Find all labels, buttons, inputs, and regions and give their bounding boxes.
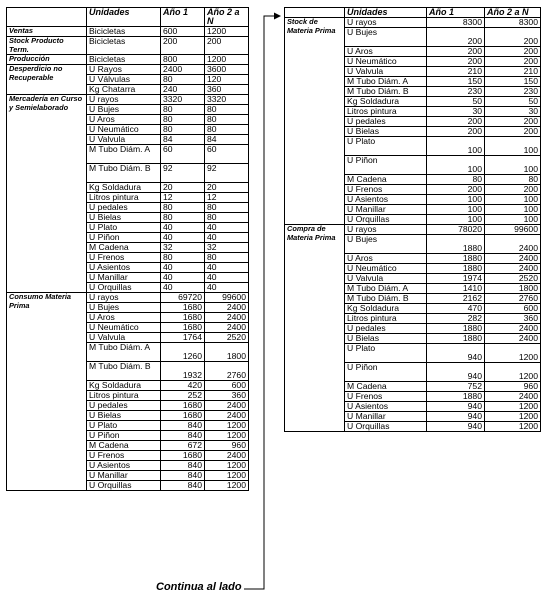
cell-unidad: U Bujes [345, 28, 427, 47]
cell-ano-1: 1680 [161, 401, 205, 411]
cell-ano-2: 2400 [485, 235, 541, 254]
cell-ano-2: 2400 [485, 334, 541, 344]
cell-unidad: U Piñon [87, 233, 161, 243]
cell-ano-1: 2162 [427, 294, 485, 304]
cell-ano-1: 80 [161, 115, 205, 125]
cell-ano-1: 1680 [161, 303, 205, 313]
cell-ano-2: 1800 [485, 284, 541, 294]
cell-unidad: U Plato [87, 421, 161, 431]
cell-unidad: M Tubo Diám. A [345, 284, 427, 294]
cell-ano-2: 40 [205, 233, 249, 243]
cell-ano-1: 200 [427, 28, 485, 47]
cell-ano-2: 2400 [205, 303, 249, 313]
cell-ano-1: 1880 [427, 392, 485, 402]
cell-ano-2: 80 [205, 203, 249, 213]
cell-ano-2: 360 [205, 85, 249, 95]
cell-ano-1: 940 [427, 344, 485, 363]
cell-ano-1: 230 [427, 87, 485, 97]
cell-ano-2: 2520 [205, 333, 249, 343]
cell-unidad: U Manillar [87, 471, 161, 481]
cell-unidad: M Tubo Diám. B [345, 294, 427, 304]
cell-ano-2: 200 [485, 47, 541, 57]
cell-ano-2: 80 [205, 253, 249, 263]
cell-ano-1: 30 [427, 107, 485, 117]
cell-ano-1: 752 [427, 382, 485, 392]
cell-unidad: Kg Soldadura [345, 97, 427, 107]
cell-ano-2: 32 [205, 243, 249, 253]
cell-ano-2: 1200 [205, 471, 249, 481]
cell-ano-1: 40 [161, 233, 205, 243]
cell-ano-1: 3320 [161, 95, 205, 105]
cell-unidad: U Valvula [345, 274, 427, 284]
header-ano-2-a-n: Año 2 a N [485, 8, 541, 18]
cell-ano-1: 840 [161, 461, 205, 471]
cell-ano-2: 3600 [205, 65, 249, 75]
cell-unidad: Litros pintura [345, 314, 427, 324]
cell-ano-2: 100 [485, 156, 541, 175]
cell-ano-1: 470 [427, 304, 485, 314]
cell-unidad: U Plato [87, 223, 161, 233]
cell-ano-2: 600 [485, 304, 541, 314]
cell-ano-2: 100 [485, 195, 541, 205]
cell-ano-2: 2400 [485, 392, 541, 402]
cell-unidad: U Bielas [87, 411, 161, 421]
cell-ano-2: 1200 [205, 481, 249, 491]
cell-ano-2: 1200 [205, 461, 249, 471]
cell-unidad: U Bujes [345, 235, 427, 254]
cell-unidad: U Manillar [87, 273, 161, 283]
cell-ano-1: 80 [161, 253, 205, 263]
cell-unidad: U Bielas [345, 334, 427, 344]
cell-ano-2: 1800 [205, 343, 249, 362]
cell-ano-2: 60 [205, 145, 249, 164]
cell-unidad: Kg Chatarra [87, 85, 161, 95]
cell-unidad: U rayos [87, 293, 161, 303]
cell-ano-1: 200 [427, 185, 485, 195]
cell-ano-1: 1410 [427, 284, 485, 294]
section-label: Stock Producto Term. [7, 37, 87, 55]
cell-unidad: U Orquillas [87, 283, 161, 293]
cell-unidad: M Tubo Diám. A [345, 77, 427, 87]
cell-ano-2: 80 [205, 105, 249, 115]
cell-ano-2: 1200 [205, 421, 249, 431]
header-ano-1: Año 1 [161, 8, 205, 27]
cell-ano-1: 940 [427, 412, 485, 422]
cell-ano-1: 282 [427, 314, 485, 324]
cell-unidad: U Neumático [345, 57, 427, 67]
cell-unidad: U Manillar [345, 205, 427, 215]
cell-unidad: M Cadena [87, 243, 161, 253]
cell-unidad: U Piñon [345, 363, 427, 382]
cell-unidad: U Manillar [345, 412, 427, 422]
cell-ano-1: 200 [427, 127, 485, 137]
cell-ano-2: 2520 [485, 274, 541, 284]
cell-ano-1: 1880 [427, 334, 485, 344]
cell-ano-2: 960 [205, 441, 249, 451]
cell-ano-1: 1680 [161, 313, 205, 323]
cell-ano-1: 100 [427, 215, 485, 225]
cell-ano-2: 960 [485, 382, 541, 392]
section-label: Ventas [7, 27, 87, 37]
cell-unidad: U Frenos [345, 185, 427, 195]
cell-ano-1: 210 [427, 67, 485, 77]
cell-ano-1: 672 [161, 441, 205, 451]
cell-unidad: U Valvula [87, 333, 161, 343]
cell-ano-2: 92 [205, 164, 249, 183]
cell-ano-1: 1680 [161, 323, 205, 333]
cell-ano-2: 200 [485, 57, 541, 67]
cell-unidad: U pedales [87, 401, 161, 411]
cell-ano-2: 40 [205, 273, 249, 283]
cell-ano-1: 150 [427, 77, 485, 87]
cell-ano-2: 360 [485, 314, 541, 324]
cell-unidad: Kg Soldadura [345, 304, 427, 314]
cell-unidad: Kg Soldadura [87, 183, 161, 193]
cell-ano-1: 1880 [427, 324, 485, 334]
section-label: Producción [7, 55, 87, 65]
cell-ano-2: 3320 [205, 95, 249, 105]
cell-unidad: U pedales [345, 117, 427, 127]
cell-ano-2: 200 [205, 37, 249, 55]
cell-unidad: M Tubo Diám. A [87, 145, 161, 164]
cell-ano-2: 80 [485, 175, 541, 185]
cell-ano-1: 600 [161, 27, 205, 37]
cell-ano-1: 1680 [161, 411, 205, 421]
cell-ano-2: 200 [485, 127, 541, 137]
cell-ano-1: 92 [161, 164, 205, 183]
cell-ano-1: 940 [427, 402, 485, 412]
cell-ano-1: 69720 [161, 293, 205, 303]
cell-unidad: U Frenos [87, 451, 161, 461]
cell-unidad: U Frenos [87, 253, 161, 263]
cell-unidad: Bicicletas [87, 27, 161, 37]
cell-ano-1: 200 [161, 37, 205, 55]
cell-ano-2: 1200 [485, 344, 541, 363]
cell-unidad: U Valvula [87, 135, 161, 145]
cell-unidad: U rayos [345, 18, 427, 28]
cell-ano-2: 1200 [205, 55, 249, 65]
cell-unidad: U Asientos [345, 402, 427, 412]
cell-unidad: U pedales [87, 203, 161, 213]
cell-unidad: Litros pintura [345, 107, 427, 117]
cell-ano-2: 360 [205, 391, 249, 401]
cell-ano-2: 80 [205, 115, 249, 125]
cell-unidad: Litros pintura [87, 391, 161, 401]
cell-ano-1: 1880 [427, 235, 485, 254]
cell-ano-2: 50 [485, 97, 541, 107]
cell-unidad: U Valvula [345, 67, 427, 77]
cell-ano-1: 100 [427, 137, 485, 156]
cell-ano-1: 200 [427, 57, 485, 67]
section-label: Compra de Materia Prima [285, 225, 345, 432]
cell-ano-1: 252 [161, 391, 205, 401]
cell-ano-1: 80 [161, 125, 205, 135]
cell-ano-1: 8300 [427, 18, 485, 28]
cell-ano-2: 20 [205, 183, 249, 193]
cell-ano-1: 800 [161, 55, 205, 65]
cell-ano-1: 40 [161, 223, 205, 233]
cell-ano-2: 1200 [485, 363, 541, 382]
cell-ano-1: 80 [161, 213, 205, 223]
cell-unidad: M Tubo Diám. B [345, 87, 427, 97]
cell-unidad: U Aros [345, 254, 427, 264]
cell-unidad: M Cadena [345, 382, 427, 392]
cell-ano-1: 84 [161, 135, 205, 145]
cell-unidad: U Asientos [87, 263, 161, 273]
cell-unidad: U Piñon [87, 431, 161, 441]
cell-ano-2: 2760 [485, 294, 541, 304]
section-label: Mercadería en Curso y Semielaborado [7, 95, 87, 293]
cell-ano-1: 12 [161, 193, 205, 203]
cell-unidad: M Tubo Diám. B [87, 164, 161, 183]
cell-ano-2: 600 [205, 381, 249, 391]
cell-ano-1: 840 [161, 481, 205, 491]
cell-ano-2: 2400 [205, 313, 249, 323]
cell-unidad: U Aros [87, 115, 161, 125]
cell-ano-2: 99600 [485, 225, 541, 235]
cell-ano-2: 1200 [205, 27, 249, 37]
cell-ano-2: 40 [205, 283, 249, 293]
cell-ano-2: 80 [205, 213, 249, 223]
cell-ano-1: 100 [427, 195, 485, 205]
cell-ano-2: 2400 [205, 411, 249, 421]
cell-unidad: U Válvulas [87, 75, 161, 85]
cell-unidad: U Neumático [345, 264, 427, 274]
cell-ano-2: 2400 [205, 401, 249, 411]
cell-ano-2: 8300 [485, 18, 541, 28]
cell-unidad: U Orquillas [87, 481, 161, 491]
cell-ano-2: 2400 [485, 264, 541, 274]
cell-unidad: U Plato [345, 344, 427, 363]
cell-ano-2: 40 [205, 223, 249, 233]
cell-unidad: U rayos [87, 95, 161, 105]
cell-ano-1: 40 [161, 273, 205, 283]
cell-ano-2: 99600 [205, 293, 249, 303]
cell-ano-1: 1260 [161, 343, 205, 362]
cell-ano-2: 210 [485, 67, 541, 77]
cell-ano-1: 50 [427, 97, 485, 107]
cell-ano-1: 78020 [427, 225, 485, 235]
cell-unidad: U rayos [345, 225, 427, 235]
cell-ano-2: 1200 [485, 422, 541, 432]
cell-ano-2: 1200 [485, 412, 541, 422]
cell-unidad: U Aros [345, 47, 427, 57]
cell-ano-2: 200 [485, 185, 541, 195]
cell-unidad: M Tubo Diám. B [87, 362, 161, 381]
cell-unidad: U Bujes [87, 303, 161, 313]
cell-ano-1: 840 [161, 471, 205, 481]
cell-ano-2: 80 [205, 125, 249, 135]
cell-unidad: M Cadena [87, 441, 161, 451]
cell-unidad: U pedales [345, 324, 427, 334]
cell-unidad: U Plato [345, 137, 427, 156]
cell-ano-2: 230 [485, 87, 541, 97]
cell-unidad: U Orquillas [345, 422, 427, 432]
cell-unidad: U Piñon [345, 156, 427, 175]
continua-label: Continua al lado [156, 581, 242, 593]
cell-unidad: U Bujes [87, 105, 161, 115]
cell-ano-1: 240 [161, 85, 205, 95]
cell-ano-1: 100 [427, 156, 485, 175]
cell-unidad: Bicicletas [87, 37, 161, 55]
section-label: Desperdicio no Recuperable [7, 65, 87, 95]
cell-ano-2: 2400 [205, 451, 249, 461]
cell-unidad: U Asientos [87, 461, 161, 471]
cell-ano-1: 80 [161, 203, 205, 213]
section-label: Stock de Materia Prima [285, 18, 345, 225]
cell-ano-1: 80 [427, 175, 485, 185]
cell-ano-2: 2400 [485, 254, 541, 264]
cell-ano-1: 200 [427, 47, 485, 57]
cell-ano-1: 40 [161, 263, 205, 273]
cell-ano-2: 100 [485, 205, 541, 215]
header-ano-1: Año 1 [427, 8, 485, 18]
cell-ano-2: 100 [485, 215, 541, 225]
cell-ano-1: 40 [161, 283, 205, 293]
cell-ano-2: 84 [205, 135, 249, 145]
cell-ano-2: 120 [205, 75, 249, 85]
cell-unidad: U Asientos [345, 195, 427, 205]
cell-unidad: U Neumático [87, 125, 161, 135]
cell-ano-1: 1880 [427, 264, 485, 274]
cell-unidad: U Bielas [87, 213, 161, 223]
cell-ano-2: 2400 [485, 324, 541, 334]
cell-unidad: U Aros [87, 313, 161, 323]
header-unidades: Unidades [345, 8, 427, 18]
cell-ano-2: 200 [485, 117, 541, 127]
cell-ano-2: 2400 [205, 323, 249, 333]
cell-unidad: Litros pintura [87, 193, 161, 203]
cell-ano-1: 420 [161, 381, 205, 391]
cell-ano-2: 150 [485, 77, 541, 87]
cell-unidad: U Orquillas [345, 215, 427, 225]
cell-ano-2: 100 [485, 137, 541, 156]
cell-unidad: U Frenos [345, 392, 427, 402]
cell-unidad: U Bielas [345, 127, 427, 137]
cell-ano-2: 12 [205, 193, 249, 203]
cell-ano-1: 2400 [161, 65, 205, 75]
cell-ano-2: 2760 [205, 362, 249, 381]
cell-ano-1: 1880 [427, 254, 485, 264]
cell-ano-1: 840 [161, 421, 205, 431]
cell-ano-1: 32 [161, 243, 205, 253]
cell-ano-1: 1974 [427, 274, 485, 284]
cell-ano-1: 940 [427, 363, 485, 382]
cell-unidad: M Tubo Diám. A [87, 343, 161, 362]
header-unidades: Unidades [87, 8, 161, 27]
section-label: Consumo Materia Prima [7, 293, 87, 491]
header-ano-2-a-n: Año 2 a N [205, 8, 249, 27]
cell-ano-1: 80 [161, 75, 205, 85]
cell-unidad: Kg Soldadura [87, 381, 161, 391]
cell-ano-2: 1200 [485, 402, 541, 412]
cell-unidad: M Cadena [345, 175, 427, 185]
cell-ano-1: 940 [427, 422, 485, 432]
cell-unidad: U Rayos [87, 65, 161, 75]
cell-unidad: U Neumático [87, 323, 161, 333]
cell-ano-1: 1764 [161, 333, 205, 343]
cell-ano-1: 1680 [161, 451, 205, 461]
cell-ano-1: 20 [161, 183, 205, 193]
cell-ano-2: 200 [485, 28, 541, 47]
cell-ano-2: 1200 [205, 431, 249, 441]
cell-ano-1: 80 [161, 105, 205, 115]
cell-ano-1: 60 [161, 145, 205, 164]
cell-unidad: Bicicletas [87, 55, 161, 65]
cell-ano-1: 200 [427, 117, 485, 127]
cell-ano-1: 100 [427, 205, 485, 215]
cell-ano-1: 1932 [161, 362, 205, 381]
cell-ano-2: 30 [485, 107, 541, 117]
cell-ano-2: 40 [205, 263, 249, 273]
cell-ano-1: 840 [161, 431, 205, 441]
